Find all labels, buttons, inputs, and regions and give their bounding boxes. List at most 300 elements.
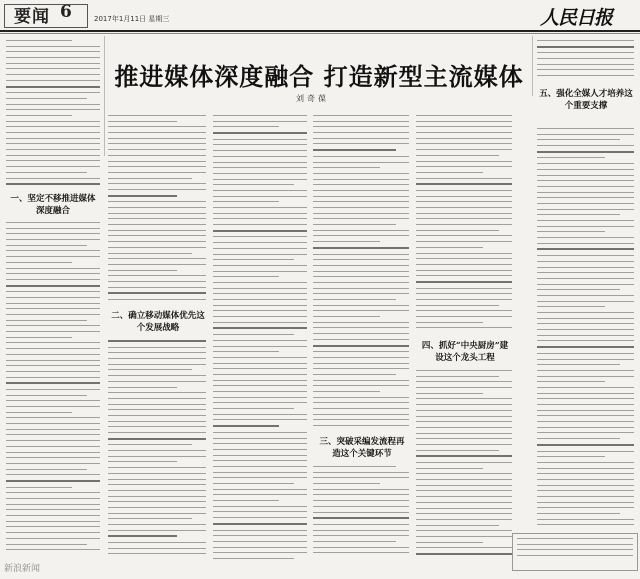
text-line: [416, 479, 512, 480]
text-line: [6, 121, 100, 122]
text-line: [313, 184, 409, 185]
text-line: [213, 432, 307, 433]
text-line: [108, 484, 206, 485]
text-line: [108, 172, 206, 173]
text-line: [537, 335, 634, 336]
text-line: [108, 496, 206, 497]
text-line: [108, 501, 206, 502]
source-note-box: [512, 533, 638, 571]
subheading-3: 三、突破采编发流程再造这个关键环节: [319, 437, 405, 459]
text-line: [213, 265, 307, 266]
text-line: [6, 160, 100, 161]
text-line: [6, 331, 100, 332]
text-column: [313, 466, 409, 560]
text-line: [108, 201, 206, 202]
text-line: [6, 412, 72, 413]
text-line: [416, 553, 512, 555]
text-line: [6, 480, 100, 482]
text-line: [537, 479, 634, 480]
text-line: [313, 121, 409, 122]
text-line: [416, 530, 512, 531]
text-line: [213, 541, 307, 542]
text-line: [108, 438, 206, 440]
text-line: [213, 425, 279, 427]
text-line: [108, 553, 206, 554]
text-line: [537, 197, 634, 198]
subheading-2: 二、确立移动媒体优先这个发展战略: [111, 311, 205, 333]
text-line: [416, 444, 512, 445]
text-line: [537, 169, 634, 170]
text-line: [313, 282, 409, 283]
text-line: [108, 347, 206, 348]
text-line: [6, 132, 100, 133]
text-line: [537, 278, 634, 279]
text-line: [6, 549, 100, 550]
text-line: [313, 207, 409, 208]
text-line: [537, 421, 634, 422]
text-line: [313, 397, 409, 398]
text-line: [313, 156, 409, 157]
text-line: [213, 547, 307, 548]
text-line: [213, 121, 307, 122]
text-line: [6, 245, 87, 246]
text-line: [6, 360, 100, 361]
text-line: [537, 175, 634, 176]
text-line: [313, 115, 409, 116]
text-line: [213, 276, 279, 277]
text-line: [213, 310, 307, 311]
text-line: [416, 427, 512, 428]
text-line: [6, 285, 100, 287]
text-line: [213, 139, 307, 140]
text-line: [6, 389, 100, 390]
text-line: [6, 395, 87, 396]
text-line: [6, 250, 100, 251]
text-line: [213, 477, 307, 478]
text-line: [108, 456, 206, 457]
text-line: [6, 434, 100, 435]
text-line: [6, 40, 72, 41]
text-line: [213, 305, 307, 306]
text-line: [6, 342, 100, 343]
text-line: [108, 535, 177, 537]
text-line: [213, 132, 307, 134]
text-line: [6, 463, 100, 464]
text-line: [6, 377, 100, 378]
text-line: [416, 450, 499, 451]
text-column: [416, 370, 512, 560]
text-line: [416, 393, 483, 394]
text-line: [6, 222, 100, 223]
text-line: [6, 308, 100, 309]
text-line: [108, 530, 206, 531]
text-line: [537, 312, 634, 313]
text-line: [213, 150, 307, 151]
text-line: [108, 387, 177, 388]
text-line: [6, 279, 100, 280]
text-line: [537, 186, 634, 187]
text-line: [6, 57, 100, 58]
text-column: [537, 128, 634, 528]
text-line: [213, 351, 279, 352]
text-line: [313, 477, 409, 478]
text-line: [416, 421, 512, 422]
text-line: [416, 404, 512, 405]
text-line: [537, 340, 634, 341]
text-line: [416, 519, 512, 520]
text-line: [313, 162, 409, 163]
text-line: [6, 51, 100, 52]
text-line: [213, 242, 307, 243]
text-line: [537, 370, 634, 371]
text-line: [313, 213, 409, 214]
text-line: [213, 190, 307, 191]
text-line: [213, 207, 307, 208]
text-line: [313, 547, 409, 548]
text-line: [313, 535, 409, 536]
text-line: [537, 255, 634, 256]
text-line: [313, 224, 396, 225]
text-line: [416, 161, 512, 162]
text-line: [108, 253, 192, 254]
text-line: [6, 80, 100, 81]
text-line: [213, 230, 307, 232]
text-line: [313, 265, 409, 266]
text-line: [537, 272, 634, 273]
text-line: [213, 184, 294, 185]
text-line: [6, 532, 100, 533]
text-line: [6, 498, 100, 499]
text-line: [108, 138, 206, 139]
text-line: [313, 466, 396, 467]
text-line: [108, 264, 206, 265]
text-line: [213, 201, 279, 202]
text-line: [213, 248, 307, 249]
text-line: [6, 400, 100, 401]
text-column: [313, 115, 409, 433]
text-line: [213, 385, 307, 386]
text-line: [537, 444, 634, 446]
text-line: [213, 380, 307, 381]
text-line: [537, 490, 634, 491]
text-line: [416, 387, 512, 388]
text-line: [537, 231, 605, 232]
text-line: [313, 489, 409, 490]
text-line: [537, 289, 620, 290]
text-line: [537, 456, 605, 457]
text-line: [517, 544, 633, 545]
text-line: [416, 416, 512, 417]
text-line: [213, 374, 307, 375]
text-line: [537, 513, 620, 514]
text-line: [6, 46, 100, 47]
text-line: [108, 115, 206, 116]
text-line: [108, 513, 206, 514]
text-line: [416, 121, 512, 122]
text-line: [313, 500, 409, 501]
text-line: [313, 299, 396, 300]
text-line: [313, 524, 409, 525]
text-line: [213, 340, 307, 341]
text-line: [537, 237, 634, 238]
text-line: [108, 275, 206, 276]
text-line: [313, 288, 409, 289]
text-line: [416, 281, 512, 283]
text-line: [313, 339, 409, 340]
text-line: [213, 224, 307, 225]
text-line: [108, 292, 206, 294]
text-line: [313, 196, 409, 197]
text-line: [6, 492, 100, 493]
text-line: [537, 323, 634, 324]
text-line: [313, 517, 409, 519]
text-line: [537, 284, 634, 285]
text-line: [213, 402, 307, 403]
text-line: [313, 259, 409, 260]
text-line: [213, 391, 307, 392]
watermark: 新浪新闻: [4, 564, 41, 574]
text-line: [416, 547, 512, 548]
text-line: [108, 369, 192, 370]
text-line: [108, 207, 206, 208]
text-line: [108, 404, 206, 405]
text-line: [313, 235, 409, 236]
text-column: [213, 115, 307, 560]
text-line: [213, 293, 307, 294]
text-line: [537, 376, 634, 377]
text-line: [108, 155, 206, 156]
text-line: [108, 235, 206, 236]
text-line: [6, 303, 100, 304]
text-line: [416, 508, 512, 509]
text-line: [313, 247, 409, 249]
text-line: [6, 74, 100, 75]
text-line: [537, 485, 634, 486]
text-line: [416, 376, 499, 377]
article-author: 刘奇葆: [296, 94, 329, 103]
text-line: [108, 340, 206, 342]
text-line: [416, 322, 483, 323]
text-line: [213, 179, 307, 180]
text-line: [313, 512, 409, 513]
text-line: [537, 52, 634, 53]
text-line: [416, 270, 512, 271]
text-line: [537, 415, 634, 416]
text-line: [108, 426, 206, 427]
text-line: [537, 404, 634, 405]
newspaper-logo: 人民日报: [540, 7, 613, 29]
text-line: [537, 353, 634, 354]
text-line: [416, 201, 512, 202]
text-line: [108, 161, 206, 162]
text-line: [6, 143, 100, 144]
text-line: [313, 271, 409, 272]
text-line: [6, 291, 100, 292]
text-line: [213, 494, 307, 495]
text-line: [537, 128, 634, 129]
text-line: [6, 297, 100, 298]
text-line: [213, 558, 294, 559]
text-line: [537, 220, 634, 221]
text-line: [416, 398, 512, 399]
text-line: [416, 258, 512, 259]
text-line: [313, 380, 409, 381]
text-line: [6, 509, 100, 510]
text-line: [416, 264, 512, 265]
text-line: [537, 163, 634, 164]
text-line: [537, 359, 634, 360]
text-line: [108, 507, 206, 508]
text-line: [6, 457, 100, 458]
text-line: [108, 299, 206, 300]
text-line: [537, 451, 634, 452]
text-line: [537, 180, 634, 181]
text-line: [416, 370, 512, 371]
text-line: [313, 305, 409, 306]
text-line: [416, 132, 512, 133]
text-line: [6, 314, 100, 315]
text-line: [108, 178, 192, 179]
text-line: [6, 325, 100, 326]
text-line: [6, 423, 100, 424]
text-line: [416, 115, 512, 116]
text-line: [6, 262, 72, 263]
text-line: [6, 256, 100, 257]
text-line: [313, 494, 409, 495]
text-line: [416, 299, 512, 300]
text-line: [416, 126, 512, 127]
text-line: [313, 363, 409, 364]
text-line: [313, 201, 409, 202]
text-line: [108, 381, 206, 382]
text-line: [416, 138, 512, 139]
text-line: [537, 134, 634, 135]
subheading-5: 五、强化全媒人才培养这个重要支撑: [539, 89, 633, 111]
text-line: [213, 254, 307, 255]
text-line: [416, 525, 499, 526]
text-line: [108, 132, 206, 133]
text-line: [416, 207, 512, 208]
text-line: [313, 357, 409, 358]
article-title: 推进媒体深度融合 打造新型主流媒体: [114, 62, 524, 91]
text-line: [213, 523, 307, 525]
text-line: [416, 178, 512, 179]
text-line: [213, 363, 307, 364]
text-line: [108, 542, 206, 543]
text-line: [108, 421, 206, 422]
text-line: [416, 241, 512, 242]
text-line: [108, 287, 206, 288]
text-line: [108, 218, 206, 219]
text-line: [537, 151, 634, 153]
text-line: [213, 162, 307, 163]
text-line: [416, 288, 512, 289]
text-line: [108, 149, 206, 150]
text-line: [108, 195, 177, 197]
text-line: [313, 333, 409, 334]
text-line: [313, 351, 409, 352]
text-line: [108, 398, 206, 399]
text-line: [416, 149, 512, 150]
text-line: [537, 267, 634, 268]
text-line: [313, 241, 380, 242]
text-line: [416, 473, 512, 474]
text-line: [108, 143, 206, 144]
text-line: [6, 406, 100, 407]
text-line: [416, 542, 483, 543]
text-line: [213, 483, 294, 484]
text-line: [6, 86, 100, 88]
issue-date: 2017年1月11日 星期三: [94, 15, 170, 23]
text-line: [213, 334, 294, 335]
text-line: [537, 75, 634, 76]
text-line: [313, 385, 409, 386]
text-line: [416, 316, 512, 317]
text-line: [213, 167, 307, 168]
text-line: [313, 132, 409, 133]
text-line: [416, 410, 512, 411]
text-line: [6, 452, 100, 453]
text-line: [313, 126, 409, 127]
text-line: [313, 179, 409, 180]
text-line: [108, 490, 206, 491]
text-line: [537, 346, 634, 348]
text-column: [108, 340, 206, 560]
text-line: [108, 358, 206, 359]
page-number: 6: [60, 2, 72, 22]
text-line: [416, 310, 512, 311]
text-line: [313, 425, 409, 426]
text-line: [6, 504, 100, 505]
text-line: [416, 230, 499, 231]
text-line: [213, 144, 307, 145]
text-line: [517, 538, 633, 539]
text-line: [6, 371, 100, 372]
text-line: [213, 357, 307, 358]
text-line: [537, 398, 634, 399]
text-line: [416, 166, 512, 167]
text-line: [213, 489, 307, 490]
text-line: [213, 530, 307, 531]
text-line: [313, 230, 409, 231]
text-line: [313, 530, 409, 531]
text-line: [517, 555, 633, 556]
text-line: [537, 306, 605, 307]
text-line: [416, 433, 512, 434]
text-line: [416, 253, 512, 254]
text-line: [213, 288, 307, 289]
text-line: [313, 143, 409, 144]
text-line: [213, 282, 307, 283]
text-line: [537, 462, 634, 463]
text-line: [537, 203, 634, 204]
text-line: [213, 500, 279, 501]
text-line: [537, 432, 634, 433]
text-line: [6, 320, 87, 321]
text-line: [313, 541, 396, 542]
text-line: [108, 467, 206, 468]
text-line: [6, 92, 100, 93]
text-line: [108, 473, 206, 474]
text-line: [313, 472, 409, 473]
text-line: [313, 167, 380, 168]
text-line: [213, 213, 307, 214]
text-line: [6, 417, 100, 418]
text-line: [537, 519, 634, 520]
text-line: [537, 468, 634, 469]
text-line: [6, 354, 100, 355]
text-line: [313, 345, 409, 347]
